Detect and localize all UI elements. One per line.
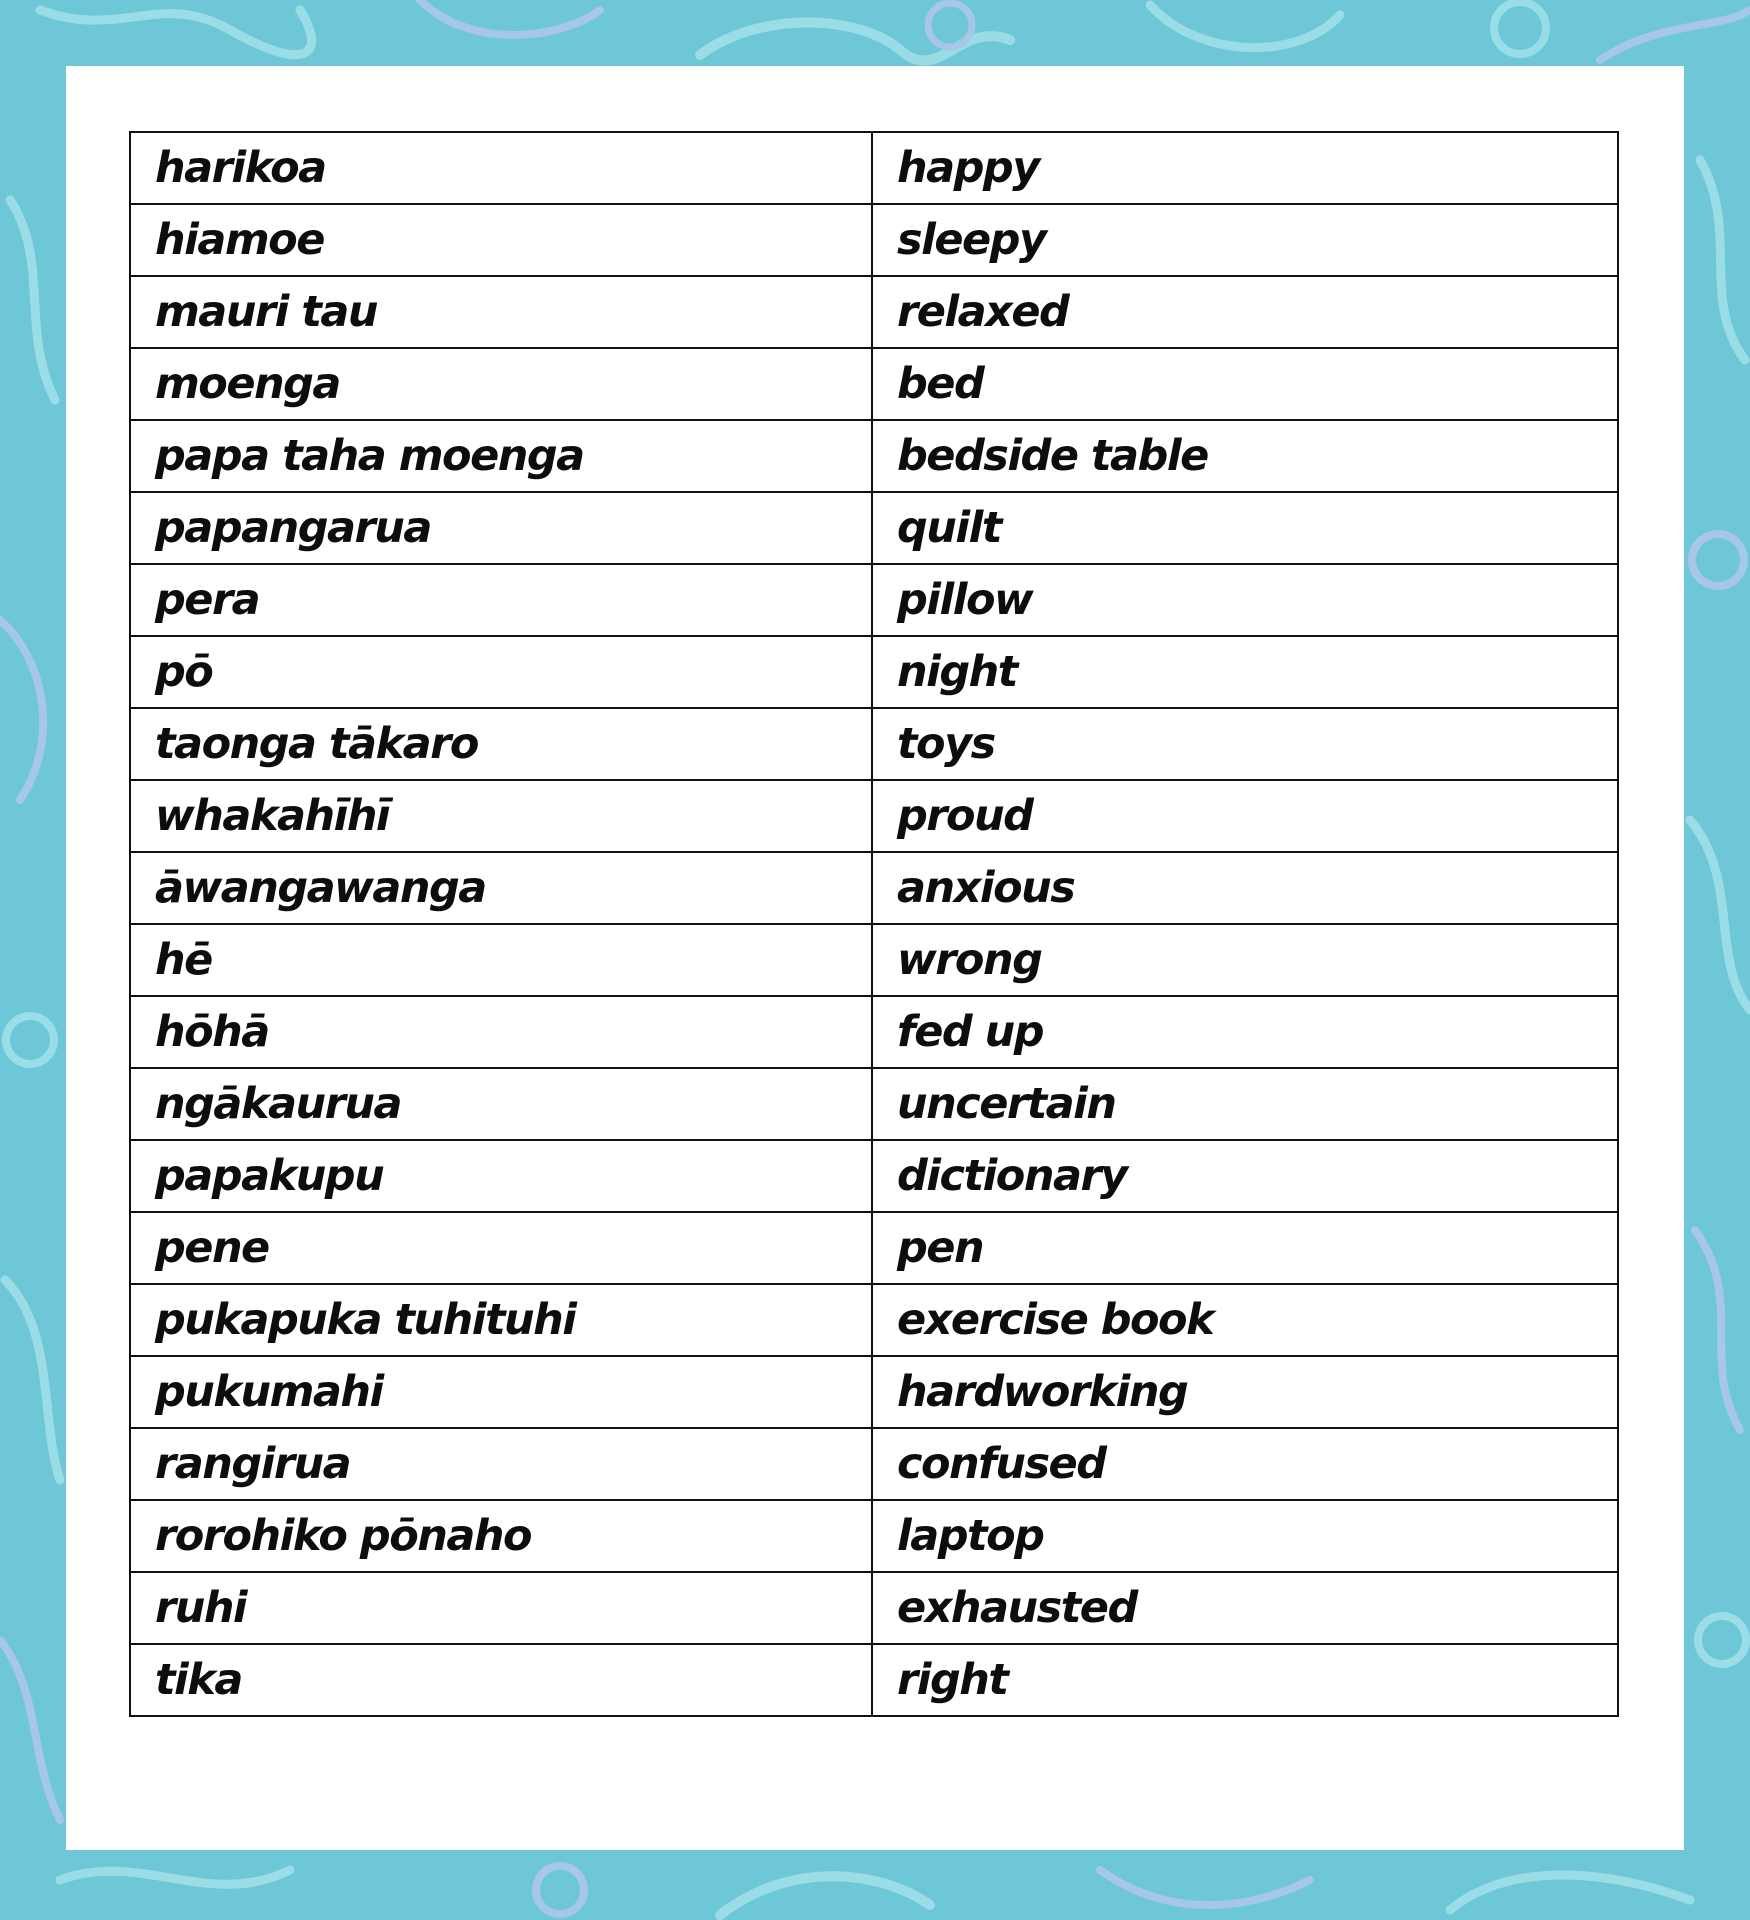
english-translation-cell: laptop [872,1500,1618,1572]
english-translation-cell: hardworking [872,1356,1618,1428]
table-row [130,1500,1618,1572]
maori-word-cell: rangirua [130,1428,872,1500]
table-row [130,780,1618,852]
maori-word-cell: tika [130,1644,872,1716]
table-row [130,492,1618,564]
table-row [130,636,1618,708]
english-translation-cell: exhausted [872,1572,1618,1644]
english-translation-cell: bed [872,348,1618,420]
table-row [130,204,1618,276]
maori-word-cell: ngākaurua [130,1068,872,1140]
table-row [130,996,1618,1068]
table-row [130,708,1618,780]
table-row [130,1212,1618,1284]
english-translation-cell: relaxed [872,276,1618,348]
maori-word-cell: taonga tākaro [130,708,872,780]
maori-word-cell: papa taha moenga [130,420,872,492]
english-translation-cell: toys [872,708,1618,780]
table-row [130,852,1618,924]
english-translation-cell: quilt [872,492,1618,564]
maori-word-cell: hē [130,924,872,996]
maori-word-cell: papangarua [130,492,872,564]
english-translation-cell: bedside table [872,420,1618,492]
maori-word-cell: whakahīhī [130,780,872,852]
content-page [66,66,1684,1850]
english-translation-cell: fed up [872,996,1618,1068]
english-translation-cell: right [872,1644,1618,1716]
english-translation-cell: pen [872,1212,1618,1284]
english-translation-cell: anxious [872,852,1618,924]
english-translation-cell: uncertain [872,1068,1618,1140]
vocabulary-table [129,131,1619,1717]
vocabulary-table-body [130,132,1618,1716]
english-translation-cell: happy [872,132,1618,204]
table-row [130,132,1618,204]
table-row [130,564,1618,636]
maori-word-cell: papakupu [130,1140,872,1212]
english-translation-cell: dictionary [872,1140,1618,1212]
english-translation-cell: wrong [872,924,1618,996]
maori-word-cell: pukapuka tuhituhi [130,1284,872,1356]
table-row [130,1284,1618,1356]
table-row [130,348,1618,420]
maori-word-cell: moenga [130,348,872,420]
maori-word-cell: ruhi [130,1572,872,1644]
english-translation-cell: sleepy [872,204,1618,276]
maori-word-cell: pō [130,636,872,708]
table-row [130,924,1618,996]
table-row [130,1572,1618,1644]
maori-word-cell: rorohiko pōnaho [130,1500,872,1572]
table-row [130,276,1618,348]
table-row [130,1428,1618,1500]
maori-word-cell: pukumahi [130,1356,872,1428]
maori-word-cell: hōhā [130,996,872,1068]
maori-word-cell: harikoa [130,132,872,204]
table-row [130,420,1618,492]
english-translation-cell: proud [872,780,1618,852]
table-row [130,1356,1618,1428]
table-row [130,1644,1618,1716]
maori-word-cell: pene [130,1212,872,1284]
maori-word-cell: pera [130,564,872,636]
maori-word-cell: āwangawanga [130,852,872,924]
english-translation-cell: confused [872,1428,1618,1500]
table-row [130,1068,1618,1140]
maori-word-cell: hiamoe [130,204,872,276]
english-translation-cell: night [872,636,1618,708]
english-translation-cell: exercise book [872,1284,1618,1356]
table-row [130,1140,1618,1212]
maori-word-cell: mauri tau [130,276,872,348]
english-translation-cell: pillow [872,564,1618,636]
